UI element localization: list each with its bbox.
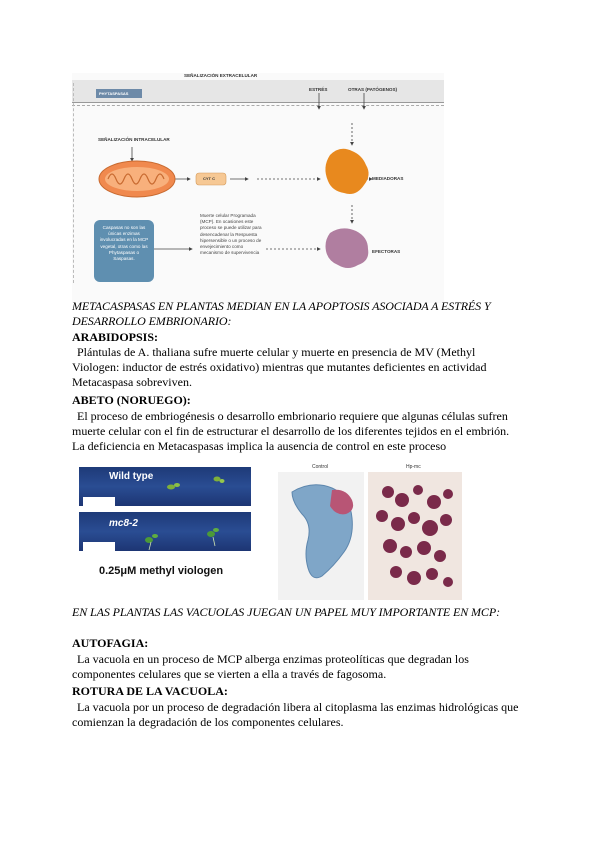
blue-box-text: Caspasas no son las únicas enzimas involucradas en la MCP vegetal, otras como las Phytaspasas o Saspasas.: [99, 225, 149, 262]
embryo-photo: [278, 462, 462, 602]
extracellular-label: SEÑALIZACIÓN EXTRACELULAR: [184, 73, 258, 78]
pathogen-label: OTRAS (PATÓGENOS): [348, 87, 398, 92]
effectors-label: EFECTORAS: [372, 249, 401, 254]
intracellular-label: SEÑALIZACIÓN INTRACELULAR: [98, 137, 170, 142]
abeto-heading: ABETO (NORUEGO):: [72, 393, 191, 407]
autofagia-heading: AUTOFAGIA:: [72, 636, 149, 650]
caption-vacuolas: EN LAS PLANTAS LAS VACUOLAS JUEGAN UN PAPEL MUY IMPORTANTE EN MCP:: [72, 605, 500, 619]
rotura-body: La vacuola por un proceso de degradación libera al citoplasma las enzimas hidrológicas que comienzan la degradación de los componentes celulares.: [72, 700, 519, 729]
mediator-icon: [325, 149, 368, 194]
effector-icon: [326, 228, 369, 268]
wild-type-label: Wild type: [109, 471, 154, 482]
caption-metacaspasas: METACASPASAS EN PLANTAS MEDIAN EN LA APOPTOSIS ASOCIADA A ESTRÉS Y DESARROLLO EMBRIONARIO:: [72, 299, 491, 328]
wild-type-panel: [79, 467, 251, 506]
mitochondrion-icon: [99, 161, 175, 197]
methyl-viologen-label: 0.25μM methyl viologen: [99, 565, 224, 577]
rotura-heading: ROTURA DE LA VACUOLA:: [72, 684, 228, 698]
mutant-seedlings: [79, 512, 251, 551]
wild-type-seedlings: [79, 467, 251, 506]
cytc-label: CYT C: [203, 176, 215, 181]
mediators-label: MEDIADORAS: [372, 176, 404, 181]
control-label: Control: [312, 464, 329, 470]
abeto-body: El proceso de embriogénesis o desarrollo embrionario requiere que algunas células sufren muerte celular con el fin de estructurar el desarrollo de los diferentes tejidos en el embrión. La deficiencia en Metacaspasas implica la ausencia de control en este proceso: [72, 409, 510, 453]
arrows-layer: [72, 73, 444, 303]
embryo-images: [278, 472, 462, 602]
mcp-text: Muerte celular Programada (MCP). En ocasiones este proceso se puede utilizar para desencadenar la Respuesta hipersensible o un proceso de envejecimiento como mecanismo de supervivencia: [200, 213, 262, 256]
apoptosis-diagram: [72, 73, 444, 303]
mutant-panel: [79, 512, 251, 551]
mutant-embryo-label: Hp-mc: [406, 464, 421, 470]
mutant-label: mc8-2: [109, 518, 138, 529]
phytaspasas-tag: PHYTASPASAS: [96, 89, 142, 98]
arabidopsis-heading: ARABIDOPSIS:: [72, 330, 159, 344]
stress-label: ESTRÉS: [309, 87, 328, 92]
arabidopsis-body: Plántulas de A. thaliana sufre muerte celular y muerte en presencia de MV (Methyl Viologen: inductor de estrés oxidativo) mientras que mutantes deficientes en actividad Metacaspasa sobreviven.: [72, 345, 487, 389]
autofagia-body: La vacuola en un proceso de MCP alberga enzimas proteolíticas que degradan los componentes celulares que se vierten a ella a través de fagosoma.: [72, 652, 469, 681]
seedlings-photo: [79, 467, 251, 582]
